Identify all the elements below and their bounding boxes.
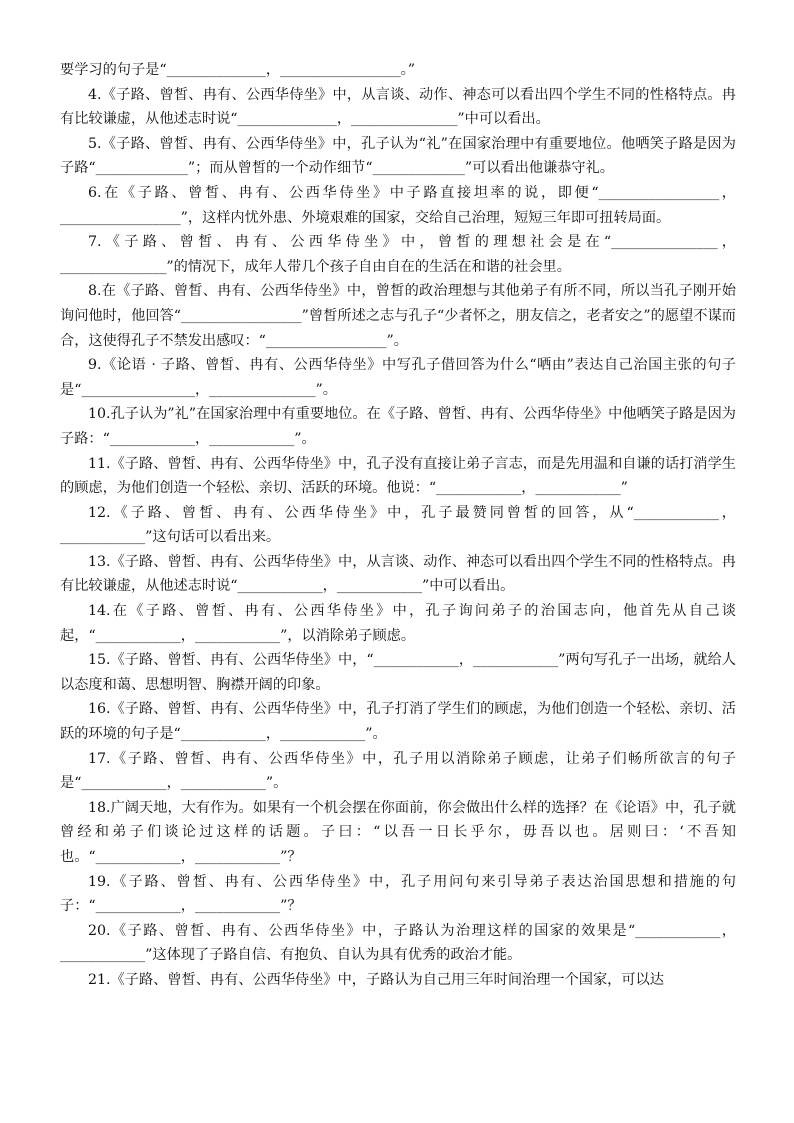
question-paragraph bbox=[60, 181, 736, 230]
question-text: 7.《子路、曾皙、冉有、公西华侍坐》中，曾皙的理想社会是在“_______________，_______________”的情况下，成年人带几个孩子自由自在的生活在和谐的社会里。 bbox=[60, 234, 736, 275]
question-paragraph bbox=[60, 550, 736, 599]
question-text: 17.《子路、曾皙、冉有、公西华侍坐》中，孔子用以消除弟子顾虑，让弟子们畅所欲言的句子是“____________，____________”。 bbox=[60, 750, 736, 792]
question-text: 8.在《子路、曾皙、冉有、公西华侍坐》中，曾皙的政治理想与其他弟子有所不同，所以当孔子刚开始询问他时，他回答“_________________”曾皙所述之志与孔子“少者怀之，朋友信之，老者安之”的愿望不谋而合，这使得孔子不禁发出感叹：“_________________”。 bbox=[60, 283, 736, 349]
question-text: 11.《子路、曾皙、冉有、公西华侍坐》中，孔子没有直接让弟子言志，而是先用温和自谦的话打消学生的顾虑，为他们创造一个轻松、亲切、活跃的环境。他说：“____________，____________” bbox=[60, 455, 736, 497]
question-paragraph bbox=[60, 648, 736, 697]
question-text: 18.广阔天地，大有作为。如果有一个机会摆在你面前，你会做出什么样的选择？在《论语》中，孔子就曾经和弟子们谈论过这样的话题。子曰：“以吾一日长乎尔，毋吾以也。居则曰：‘不吾知也。“____________，____________”？ bbox=[60, 799, 736, 865]
question-text: 4.《子路、曾皙、冉有、公西华侍坐》中，从言谈、动作、神态可以看出四个学生不同的性格特点。冉有比较谦虚，从他述志时说“______________，_______________”中可以看出。 bbox=[60, 86, 736, 128]
question-text: 20.《子路、曾皙、冉有、公西华侍坐》中，子路认为治理这样的国家的效果是“____________，____________”这体现了子路自信、有抱负、自认为具有优秀的政治才能。 bbox=[60, 922, 736, 964]
question-paragraph bbox=[60, 132, 736, 181]
question-paragraph bbox=[60, 230, 736, 279]
question-paragraph bbox=[60, 870, 736, 919]
worksheet-page bbox=[60, 58, 736, 993]
question-paragraph bbox=[60, 697, 736, 746]
question-text: 13.《子路、曾皙、冉有、公西华侍坐》中，从言谈、动作、神态可以看出四个学生不同的性格特点。冉有比较谦虚，从他述志时说“____________，____________”中可以看出。 bbox=[60, 553, 736, 595]
question-text: 14.在《子路、曾皙、冉有、公西华侍坐》中，孔子询问弟子的治国志向，他首先从自己谈起，“____________，____________”，以消除弟子顾虑。 bbox=[60, 603, 736, 644]
question-paragraph bbox=[60, 968, 736, 993]
question-text: 5.《子路、曾皙、冉有、公西华侍坐》中，孔子认为“礼”在国家治理中有重要地位。他哂笑子路是因为子路“_____________”；而从曾皙的一个动作细节“_____________”可以看出他谦恭守礼。 bbox=[60, 135, 736, 177]
question-paragraph bbox=[60, 402, 736, 451]
question-paragraph bbox=[60, 452, 736, 501]
question-paragraph bbox=[60, 599, 736, 648]
question-paragraph bbox=[60, 279, 736, 353]
question-paragraph bbox=[60, 796, 736, 870]
question-text: 12.《子路、曾皙、冉有、公西华侍坐》中，孔子最赞同曾皙的回答，从“____________，____________”这句话可以看出来。 bbox=[60, 504, 736, 546]
question-text: 16.《子路、曾皙、冉有、公西华侍坐》中，孔子打消了学生们的顾虑，为他们创造一个轻松、亲切、活跃的环境的句子是“____________，____________”。 bbox=[60, 701, 736, 743]
question-text: 10.孔子认为”礼”在国家治理中有重要地位。在《子路、曾皙、冉有、公西华侍坐》中他哂笑子路是因为子路：“____________，____________”。 bbox=[60, 406, 736, 447]
question-paragraph bbox=[60, 83, 736, 132]
question-text: 6.在《子路、曾皙、冉有、公西华侍坐》中子路直接坦率的说，即便“_________________，_________________”，这样内忧外患、外境艰难的国家，交给自己治理，短短三年即可扭转局面。 bbox=[60, 184, 736, 226]
question-paragraph bbox=[60, 747, 736, 796]
question-text: 19.《子路、曾皙、冉有、公西华侍坐》中，孔子用问句来引导弟子表达治国思想和措施的句子：“____________，____________”？ bbox=[60, 873, 736, 915]
question-paragraph bbox=[60, 353, 736, 402]
question-text: 15.《子路、曾皙、冉有、公西华侍坐》中，“____________，____________”两句写孔子一出场，就给人以态度和蔼、思想明智、胸襟开阔的印象。 bbox=[60, 652, 736, 693]
question-paragraph bbox=[60, 501, 736, 550]
question-text: 21.《子路、曾皙、冉有、公西华侍坐》中，子路认为自己用三年时间治理一个国家，可以达 bbox=[88, 971, 664, 988]
question-paragraph bbox=[60, 58, 736, 83]
question-text: 9.《论语 · 子路、曾皙、冉有、公西华侍坐》中写孔子借回答为什么“哂由”表达自己治国主张的句子是“________________，_______________”。 bbox=[60, 357, 736, 398]
question-text: 要学习的句子是“______________，_________________。” bbox=[60, 62, 416, 78]
question-paragraph bbox=[60, 919, 736, 968]
